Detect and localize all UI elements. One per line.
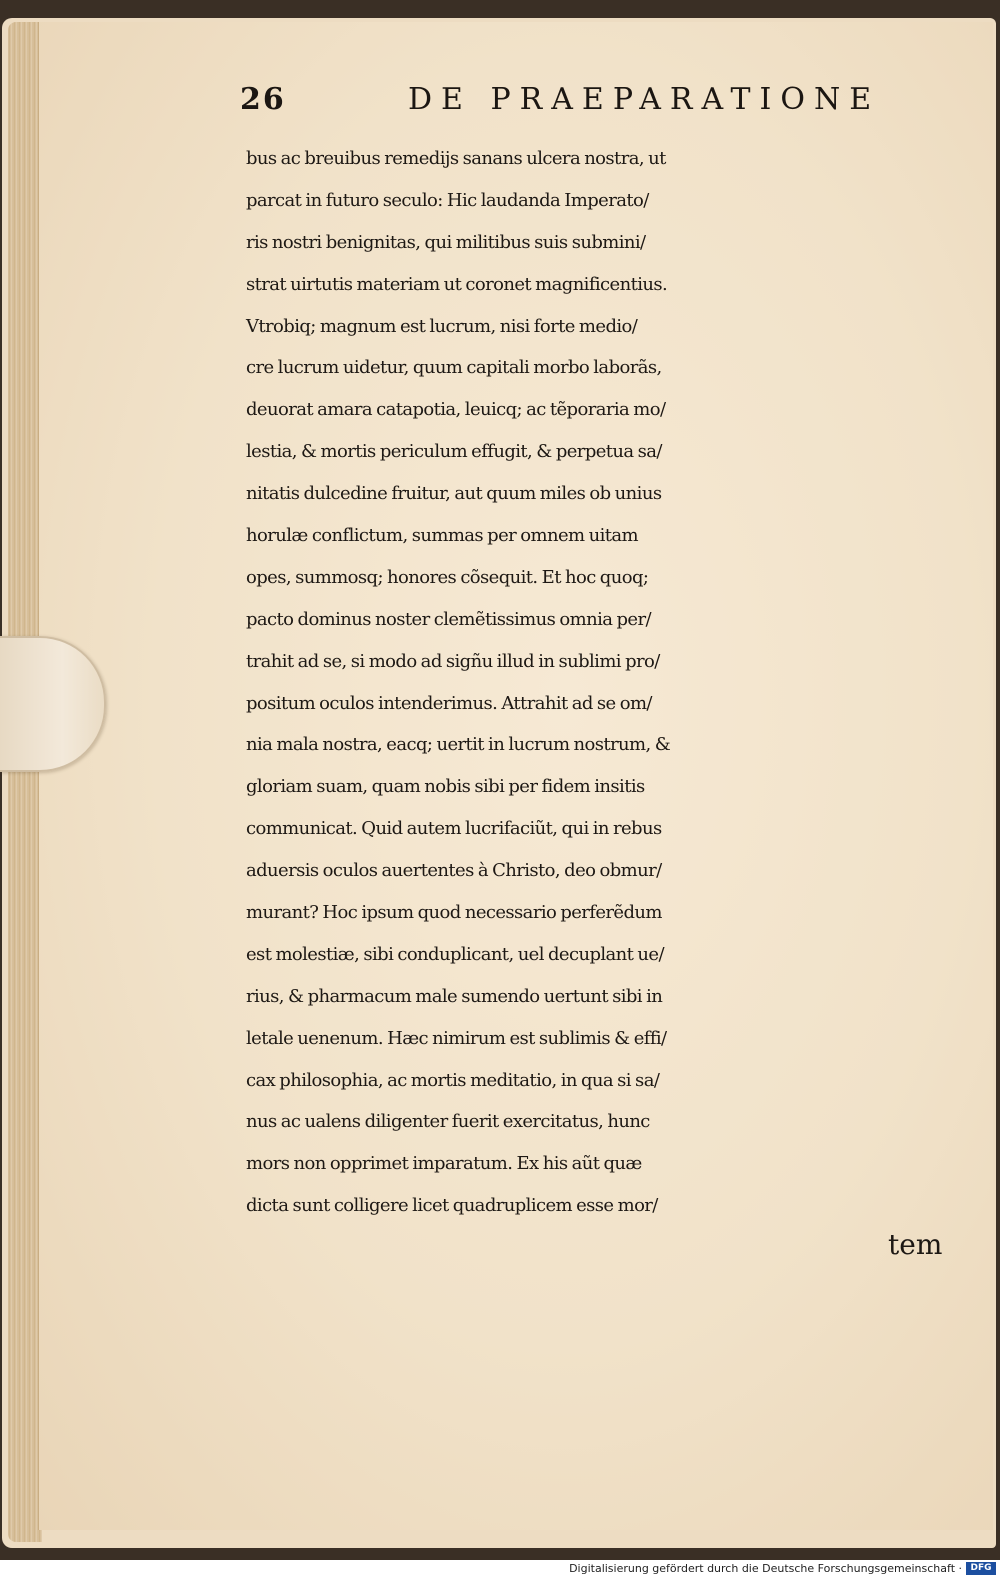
- text-line: deuorat amara catapotia, leuicq; ac tẽporaria mo/: [246, 399, 666, 421]
- text-line: trahit ad se, si modo ad sigñu illud in sublimi pro/: [246, 650, 660, 672]
- text-line: aduersis oculos auertentes à Christo, deo obmur/: [246, 860, 662, 882]
- scan-bottom-edge: [0, 1548, 1000, 1560]
- text-line: communicat. Quid autem lucrifaciũt, qui in rebus: [246, 818, 662, 840]
- text-line: positum oculos intenderimus. Attrahit ad se om/: [246, 692, 652, 714]
- text-line: bus ac breuibus remedijs sanans ulcera nostra, ut: [246, 148, 666, 169]
- page-fore-edge: [8, 22, 42, 1542]
- text-line: strat uirtutis materiam ut coronet magnificentius.: [246, 273, 668, 295]
- text-line: nus ac ualens diligenter fuerit exercitatus, hunc: [246, 1111, 650, 1133]
- digitization-credit: Digitalisierung gefördert durch die Deutsche Forschungsgemeinschaft ·: [569, 1562, 962, 1575]
- text-line: mors non opprimet imparatum. Ex his aũt quæ: [246, 1153, 642, 1175]
- catchword: tem: [888, 1228, 943, 1261]
- text-line: letale uenenum. Hæc nimirum est sublimis & effi/: [246, 1027, 667, 1049]
- text-line: cax philosophia, ac mortis meditatio, in qua si sa/: [246, 1069, 660, 1091]
- text-line: est molestiæ, sibi conduplicant, uel decuplant ue/: [246, 943, 664, 965]
- text-line: parcat in futuro seculo: Hic laudanda Imperato/: [246, 189, 649, 211]
- page-number: 26: [240, 82, 286, 117]
- text-line: nia mala nostra, eacq; uertit in lucrum nostrum, &: [246, 734, 671, 756]
- text-line: gloriam suam, quam nobis sibi per fidem insitis: [246, 776, 645, 798]
- running-head: DE PRAEPARATIONE: [408, 82, 881, 117]
- text-line: rius, & pharmacum male sumendo uertunt sibi in: [246, 985, 663, 1007]
- dfg-logo-icon: DFG: [966, 1562, 996, 1575]
- text-line: Vtrobiq; magnum est lucrum, nisi forte medio/: [246, 315, 638, 337]
- text-line: dicta sunt colligere licet quadruplicem esse mor/: [246, 1195, 658, 1217]
- text-line: ris nostri benignitas, qui militibus suis submini/: [246, 231, 646, 253]
- text-line: cre lucrum uidetur, quum capitali morbo laborãs,: [246, 357, 662, 379]
- text-line: murant? Hoc ipsum quod necessario perferẽdum: [246, 902, 662, 924]
- page-header: [240, 82, 960, 122]
- text-line: pacto dominus noster clemẽtissimus omnia per/: [246, 608, 651, 630]
- body-text: [246, 138, 956, 1227]
- text-line: opes, summosq; honores cõsequit. Et hoc quoq;: [246, 566, 649, 588]
- text-line: horulæ conflictum, summas per omnem uitam: [246, 525, 639, 547]
- text-line: nitatis dulcedine fruitur, aut quum miles ob unius: [246, 483, 662, 505]
- text-line: lestia, & mortis periculum effugit, & perpetua sa/: [246, 441, 662, 463]
